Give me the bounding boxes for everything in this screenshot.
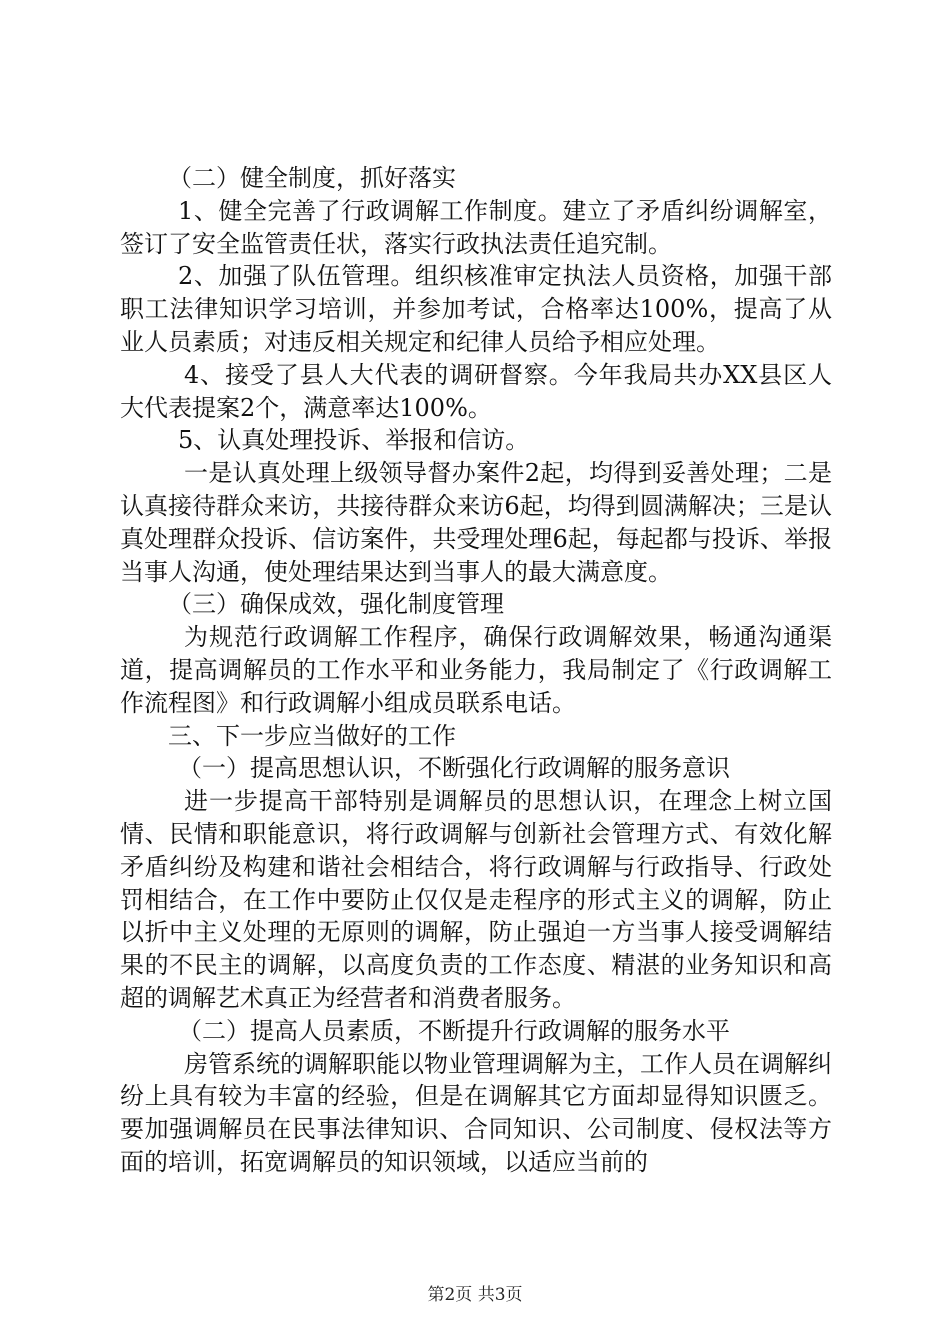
paragraph-item-5: 5、认真处理投诉、举报和信访。 xyxy=(178,426,530,455)
paragraph-awareness: 进一步提高干部特别是调解员的思想认识，在理念上树立国情、民情和职能意识，将行政调解与创新社会管理方式、有效化解矛盾纠纷及构建和谐社会相结合，将行政调解与行政指导、行政处罚相结合，在工作中要防止仅仅是走程序的形式主义的调解，防止以折中主义处理的无原则的调解，防止强迫一方当事人接受调解结果的不民主的调解，以高度负责的工作态度、精湛的业务知识和高超的调解艺术真正为经营者和消费者服务。 xyxy=(120,787,832,1012)
section-heading-next-steps: 三、下一步应当做好的工作 xyxy=(168,721,456,750)
paragraph-item-1: 1、健全完善了行政调解工作制度。建立了矛盾纠纷调解室，签订了安全监管责任状，落实行政执法责任追究制。 xyxy=(120,196,832,258)
paragraph-procedure: 为规范行政调解工作程序，确保行政调解效果，畅通沟通渠道，提高调解员的工作水平和业务能力，我局制定了《行政调解工作流程图》和行政调解小组成员联系电话。 xyxy=(120,623,832,717)
section-heading-2: （二）健全制度，抓好落实 xyxy=(168,164,456,192)
paragraph-quality: 房管系统的调解职能以物业管理调解为主，工作人员在调解纠纷上具有较为丰富的经验，但是在调解其它方面却显得知识匮乏。要加强调解员在民事法律知识、合同知识、公司制度、侵权法等方面的培训，拓宽调解员的知识领域，以适应当前的 xyxy=(120,1049,832,1176)
section-heading-3: （三）确保成效，强化制度管理 xyxy=(168,590,504,619)
page-footer: 第2页 共3页 xyxy=(427,1285,523,1305)
subheading-quality: （二）提高人员素质，不断提升行政调解的服务水平 xyxy=(178,1016,730,1045)
paragraph-item-2: 2、加强了队伍管理。组织核准审定执法人员资格，加强干部职工法律知识学习培训，并参加考试，合格率达100%，提高了从业人员素质；对违反相关规定和纪律人员给予相应处理。 xyxy=(120,262,832,356)
paragraph-item-4: 4、接受了县人大代表的调研督察。今年我局共办XX县区人大代表提案2个，满意率达100%。 xyxy=(120,360,832,422)
paragraph-complaints: 一是认真处理上级领导督办案件2起，均得到妥善处理；二是认真接待群众来访，共接待群众来访6起，均得到圆满解决；三是认真处理群众投诉、信访案件，共受理处理6起，每起都与投诉、举报当事人沟通，使处理结果达到当事人的最大满意度。 xyxy=(120,459,832,586)
document-body xyxy=(120,162,832,1179)
subheading-awareness: （一）提高思想认识，不断强化行政调解的服务意识 xyxy=(178,754,730,783)
